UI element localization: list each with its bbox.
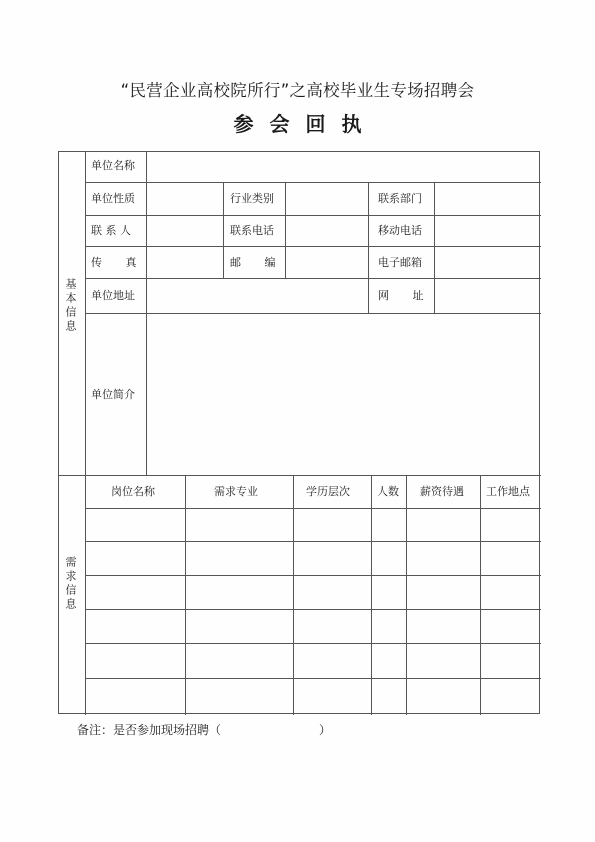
label-fax: 传 真 — [91, 256, 137, 269]
website-field[interactable] — [435, 279, 541, 313]
label-postcode: 邮 编 — [230, 256, 276, 269]
address-field[interactable] — [147, 279, 368, 313]
col-header-education: 学历层次 — [306, 485, 350, 498]
col-header-position: 岗位名称 — [111, 485, 155, 498]
column-divider — [223, 182, 224, 278]
label-profile: 单位简介 — [91, 388, 135, 401]
demand-row[interactable] — [86, 576, 541, 609]
contact-phone-field[interactable] — [286, 216, 368, 246]
label-address: 单位地址 — [91, 289, 135, 302]
industry-field[interactable] — [286, 183, 368, 215]
col-header-location: 工作地点 — [486, 485, 530, 498]
demand-row[interactable] — [86, 610, 541, 643]
remark-close: ） — [319, 723, 332, 737]
email-field[interactable] — [435, 247, 541, 278]
contact-person-field[interactable] — [147, 216, 223, 246]
fax-field[interactable] — [147, 247, 223, 278]
unit-nature-field[interactable] — [147, 183, 223, 215]
demand-row[interactable] — [86, 679, 541, 714]
label-website: 网 址 — [378, 289, 424, 302]
mobile-field[interactable] — [435, 216, 541, 246]
contact-dept-field[interactable] — [435, 183, 541, 215]
demand-row[interactable] — [86, 542, 541, 575]
label-email: 电子邮箱 — [378, 256, 422, 269]
label-unit-name: 单位名称 — [91, 159, 135, 172]
registration-table — [58, 151, 540, 714]
col-header-headcount: 人数 — [377, 485, 399, 498]
label-contact-person: 联 系 人 — [91, 224, 131, 237]
col-header-major: 需求专业 — [214, 485, 258, 498]
section-divider — [59, 475, 541, 476]
column-divider — [368, 182, 369, 313]
profile-field[interactable] — [147, 314, 541, 475]
postcode-field[interactable] — [286, 247, 368, 278]
section-label-demand-info: 需求信息 — [64, 556, 77, 612]
unit-name-field[interactable] — [147, 152, 541, 182]
page-title: “民营企业高校院所行”之高校毕业生专场招聘会 — [120, 81, 475, 100]
demand-row[interactable] — [86, 509, 541, 541]
col-header-salary: 薪资待遇 — [420, 485, 464, 498]
label-contact-dept: 联系部门 — [378, 192, 422, 205]
remark-label: 备注：是否参加现场招聘（ — [77, 723, 222, 737]
page-subtitle: 参会回执 — [233, 112, 378, 136]
label-contact-phone: 联系电话 — [230, 224, 274, 237]
demand-row[interactable] — [86, 644, 541, 678]
remark — [77, 721, 331, 738]
label-industry: 行业类别 — [230, 192, 274, 205]
section-label-basic-info: 基本信息 — [64, 278, 77, 334]
label-mobile: 移动电话 — [378, 224, 422, 237]
label-unit-nature: 单位性质 — [91, 192, 135, 205]
